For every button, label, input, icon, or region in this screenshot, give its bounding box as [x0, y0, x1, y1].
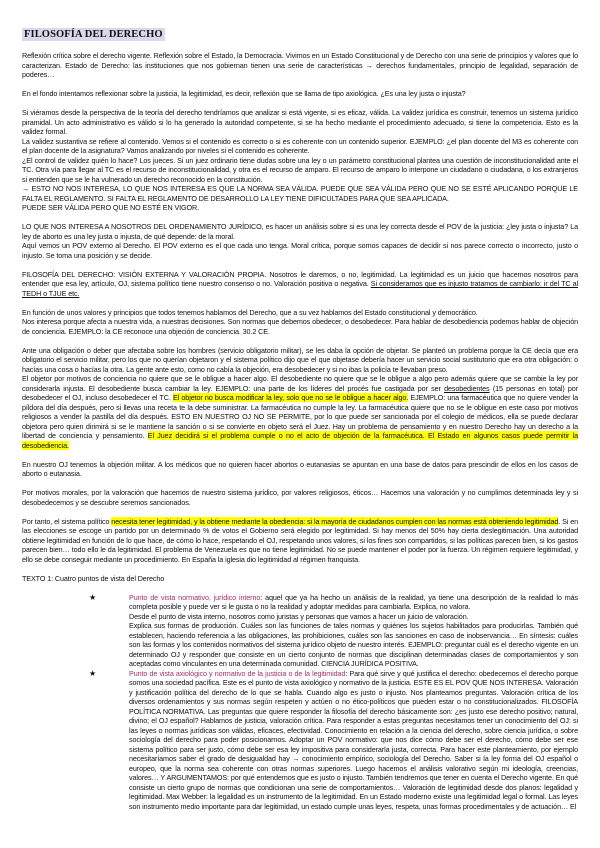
paragraph: [22, 184, 578, 203]
paragraph: [22, 108, 578, 137]
underlined-text: Si consideramos que es injusto tratamos de cambiarlo: ir del TC al TEDH o TJUE etc.: [22, 279, 578, 298]
viewpoint-item: [89, 592, 579, 669]
underlined-text: desobedientes: [444, 383, 490, 393]
highlighted-text: El objetor no busca modificar la ley, solo que no se le obligue a hacer algo.: [172, 393, 409, 402]
paragraph: [22, 488, 578, 507]
text-run: En nuestro OJ tenemos la objeción militar. A los médicos que no quieren hacer abortos o eutanasias se apuntan en una base de datos para prescindir de ellos en los casos de aborto o eutanasia.: [22, 459, 578, 478]
text-run: En función de unos valores y principios que todos tenemos hablamos del Derecho, que a su vez hablamos del Estado constitucional y democrático.: [22, 307, 478, 317]
text-run: ¿El control de validez quién lo hace? Los jueces. Si un juez ordinario tiene dudas sobre una ley o un parámetro constitucional plantea una cuestión de inconstitucionalidad ante el TC. Otra vía para llegar al TC es el recurso de inconstitucionalidad, y otra es el recurso de amparo. El recurso de amparo lo interpone un ciudadano o ciudadana, o los extranjeros si entienden que se le ha vulnerado un derecho reconocido en la constitución.: [22, 155, 578, 184]
paragraph: [22, 222, 578, 241]
paragraph: [22, 308, 578, 318]
text-run: Nos interesa porque afecta a nuestra vida, a nuestras decisiones. Son normas que debemos obedecer, o desobedecer. Para hablar de desobediencia podemos hablar de objeción de conciencia. EJEMPLO: la CE reconoce una objeción de conciencia. 30.2 CE.: [22, 317, 578, 336]
viewpoint-heading: Punto de vista normativo, jurídico interno: [129, 592, 261, 602]
paragraph: [22, 203, 578, 213]
paragraph: [22, 270, 578, 299]
text-run: Reflexión crítica sobre el derecho vigente. Reflexión sobre el Estado, la Democracia. Vivimos en un Estado Constitucional y de Derecho con una serie de principios y valores que lo caracterizan. Estado de Derecho: las instituciones que nos gobiernan tienen una serie de características → derechos fundamentales, principio de legalidad, separación de poderes…: [22, 51, 578, 79]
text-run: La validez sustantiva se refiere al contenido. Vemos si el contenido es correcto o si es coherente con un contenido superior. EJEMPLO: ¿el plan docente del M3 es coherente con el plan docente de la asignatura? Vamos analizando por niveles si el contenido es coherente.: [22, 136, 578, 155]
viewpoint-text: : aquel que ya ha hecho un análisis de la realidad, ya tiene una descripción de la realidad lo más completa posible y puede ver si le gusta o no la realidad y adoptar medidas para cambiarla. Explica, no valora.: [129, 592, 579, 611]
paragraph: [22, 241, 578, 260]
paragraph: [22, 51, 578, 80]
text-run: Por motivos morales, por la valoración que hacemos de nuestro sistema jurídico, por valores religiosos, éticos… Hacemos una valoración y no cumplimos determinada ley y si desobedecemos y se descubre seremos sancionados.: [22, 488, 578, 507]
document-page: [22, 24, 578, 811]
paragraph: [22, 374, 578, 450]
paragraph: [22, 137, 578, 156]
text-run: TEXTO 1: Cuatro puntos de vista del Derecho: [22, 573, 165, 583]
viewpoint-list: [19, 593, 578, 812]
viewpoint-detail: Desde el punto de vista interno, nosotros como juristas y personas que vamos a hacer un juicio de valoración.: [129, 611, 469, 621]
text-run: Si viéramos desde la perspectiva de la teoría del derecho tendríamos que analizar si está vigente, si es eficaz, válida. La validez jurídica es construir, tenemos un sistema jurídico piramidal. Un acto administrativo es válido si lo ha generado la autoridad competente, si se ha hecho mediante el procedimiento adecuado, si tiene la competencia. Esto es la validez formal.: [22, 108, 578, 136]
paragraph: [22, 317, 578, 336]
paragraph: [22, 517, 578, 565]
paragraph: [22, 460, 578, 479]
document-title: FILOSOFÍA DEL DERECHO: [24, 29, 163, 40]
paragraph: [22, 156, 578, 185]
text-run: FILOSOFÍA DEL DERECHO: VISIÓN EXTERNA Y VALORACIÓN PROPIA. Nosotros le daremos, o no, legitimidad. La legitimidad es un juicio que hacemos nosotros para entender que esa ley, artículo, OJ, sistema político tiene nuestro consenso o no. Valoración positiva o negativa.: [22, 269, 578, 288]
text-run: En el fondo intentamos reflexionar sobre la justicia, la legitimidad, es decir, reflexión que se llama de tipo axiológica. ¿Es una ley justa o injusta?: [22, 89, 466, 98]
text-run: PUEDE SER VÁLIDA PERO QUE NO ESTÉ EN VIGOR.: [22, 203, 200, 212]
paragraph: [22, 574, 578, 584]
paragraph: [22, 89, 578, 99]
text-run: El objetor por motivos de conciencia no quiere que se le obligue a hacer algo. El desobediente no quiere que se le obligue a algo pero además quiere que se cambie la ley por considerarla injusta. El desobediente busca cambiar la ley. EJEMPLO: una parte de los líderes del procés fue castigada por ser: [22, 374, 578, 393]
paragraph: [22, 346, 578, 375]
viewpoint-text: : Para qué sirve y qué justifica el derecho: obedecemos el derecho porque somos una sociedad pacífica. Este es el punto de vista axiológico y normativo de la justicia. ESTE ES EL POV QUE NOS INTERESA. Valoración y justificación política del derecho de lo que se habla. Cuando algo es justo o injusto. Nos planteamos preguntas. Valoración crítica de los diversos ordenamientos y sus normas según respeten y actúen o no ético-políticos que pueden estar o no constitucionalizados. FILOSOFÍA POLÍTICA NORMATIVA. Las preguntas que quiere responder la filosofía del derecho básicamente son: ¿es justo ese derecho positivo; natural, divino; el OJ español? Hablamos de justicia, valoración crítica. Para responder a estas preguntas necesitamos tener un conocimiento del OJ: si las leyes o normas jurídicas son válidas, eficaces, efectividad. Conocimiento en relación a la ciencia del derecho, sobre ciencia jurídica, o sobre sociología del derecho para poder posicionarnos. Adoptar un POV normativo: que nos dice cómo debe ser el derecho, cómo debe ser ese sistema político para ser justo, cómo debe ser esa ley impositiva para considerarla justa, correcta. Para hacer este planteamiento, por ejemplo necesitaríamos saber el grado de desigualdad hay → conocimiento empírico, sociología del Derecho. Saber si la ley forma del OJ español o europeo, que la norma sea coherente con otras normas superiores. Luego hacemos el análisis valorativo según mi ideología, creencias, valores… Y ARGUMENTAMOS: por qué entendemos que es justo o injusto. También tendremos que tener en cuenta el Derecho vigente. En qué consiste un cierto grupo de normas que condicionan una serie de comportamientos… Valoración de legitimidad desde dos planos: legalidad y legitimidad. Max Webber: la legalidad es un instrumento de la legitimidad. En un Estado moderno existe una legitimidad legal o formal. Las leyes son instrumento medio importante para dar legitimidad, un estado cumple unas leyes, respeta, unas formas procedimentales y de actuación… El: [129, 668, 578, 811]
text-run: EJEMPLO: una farmacéutica que no quiere vender la píldora del día después, pero si llevas una receta te la debe suministrar. La farmacéutica no cumple la ley. La farmacéutica quiere que no se le obligue en este caso por motivos religiosos a vender la pastilla del día después. ESTO EN NUESTRO OJ NO SE PERMITE, por lo que puede ser sancionada por el colegio de médicos, ella se puede declarar objetora pero quien dirimirá si se le mantiene la sanción o si se convierte en objeto será el Juez. Hay un problema de pensamiento y en nuestro Derecho hay un derecho a la libertad de conciencia y pensamiento.: [22, 393, 578, 440]
text-run: Ante una obligación o deber que afectaba sobre los hombres (servicio obligatorio militar), se les daba la opción de objetar. Se planteó un problema porque la CE decía que era obligatorio el servicio militar, pero los que no querían objetaron y el sistema político dijo que el que objetase debería hacer un servicio social sustitutorio que era otra obligación: o hacías una cosa o hacías la otra. La gente ante esto, como no cabía la objeción, era desobedecer y si no ibas la policía te llevaban preso.: [22, 345, 578, 374]
text-run: Por tanto, el sistema político: [22, 516, 112, 526]
star-icon: ★: [89, 592, 97, 602]
text-run: LO QUE NOS INTERESA A NOSOTROS DEL ORDENAMIENTO JURÍDICO, es hacer un análisis sobre si es una ley correcta desde el POV de la justicia: ¿ley justa o injusta? La ley de aborto es una ley justa o injusta, de qué depende: de la moral.: [22, 222, 578, 241]
viewpoint-heading: Punto de vista axiológico y normativo de la justicia o de la legitimidad: [129, 668, 346, 678]
viewpoint-detail: Explica sus formas de producción. Cuáles son las funciones de tales normas y quiénes los sujetos habilitados para producirlas. También qué establecen, haciendo referencia a las obligaciones, las prohibiciones, cuáles son las sanciones en caso de inobservancia… En síntesis: cuáles son las formas y los contenidos normativos del sistema jurídico objeto de nuestro interés. EJEMPLO: preguntar cuál es el derecho vigente en un determinado OJ y responder que consiste en un cierto conjunto de normas que disciplinan determinadas clases de comportamientos y son aceptadas como vinculantes en una determinada comunidad. CIENCIA JURÍDICA POSITIVA.: [129, 621, 578, 668]
text-run: . Si en las elecciones se escoge un partido por un determinado % de votos el Gobierno será elegido por legitimidad. Si hay menos del 50% hay cierta deslegitimación. Una autoridad obtiene legitimidad en función de lo que hace, de cómo lo hace, respetando el OJ, respetando unos valores, si los fines son compartidos, si las políticas parecen bien, si los gastos parecen bien… todo ello le da legitimidad. El problema de Venezuela es que no tiene legitimidad. No se puede mantener el poder por la fuerza. Un régimen requiere legitimidad, y ello se debe conseguir mediante un procedimiento. En España la iglesia dio legitimidad al régimen franquista.: [22, 516, 578, 564]
viewpoint-item: [89, 668, 578, 812]
text-run: Aquí vemos un POV externo al Derecho. El POV externo es el que cada uno tenga. Moral crítica, porque somos capaces de decidir si nos parece correcto o incorrecto, justo o injusto. Se toma una posición y se decide.: [22, 241, 578, 260]
document-body: [22, 51, 578, 583]
text-run: → ESTO NO NOS INTERESA, LO QUE NOS INTERESA ES QUE LA NORMA SEA VÁLIDA. PUEDE QUE SEA VÁLIDA PERO QUE NO SE ESTÉ APLICANDO PORQUE LE FALTA EL REGLAMENTO. SI FALTA EL REGLAMENTO DE DESARROLLO LA LEY TIENE DIFICULTADES PARA QUE SEA APLICADA.: [22, 184, 578, 203]
star-icon: ★: [89, 668, 97, 678]
highlighted-text: El Juez decidirá si el problema cumple o no el acto de objeción de la farmacéutica. El Estado en algunos casos puede permitir la desobediencia.: [22, 431, 578, 450]
text-run: (15 personas en total) por desobedecer el OJ, incluso desobedecer el TC.: [22, 383, 578, 402]
highlighted-text: necesita tener legitimidad, y la obtiene mediante la obediencia: si la mayoría de ciudadanos cumplen con las normas está obteniendo legitimidad: [111, 516, 559, 526]
